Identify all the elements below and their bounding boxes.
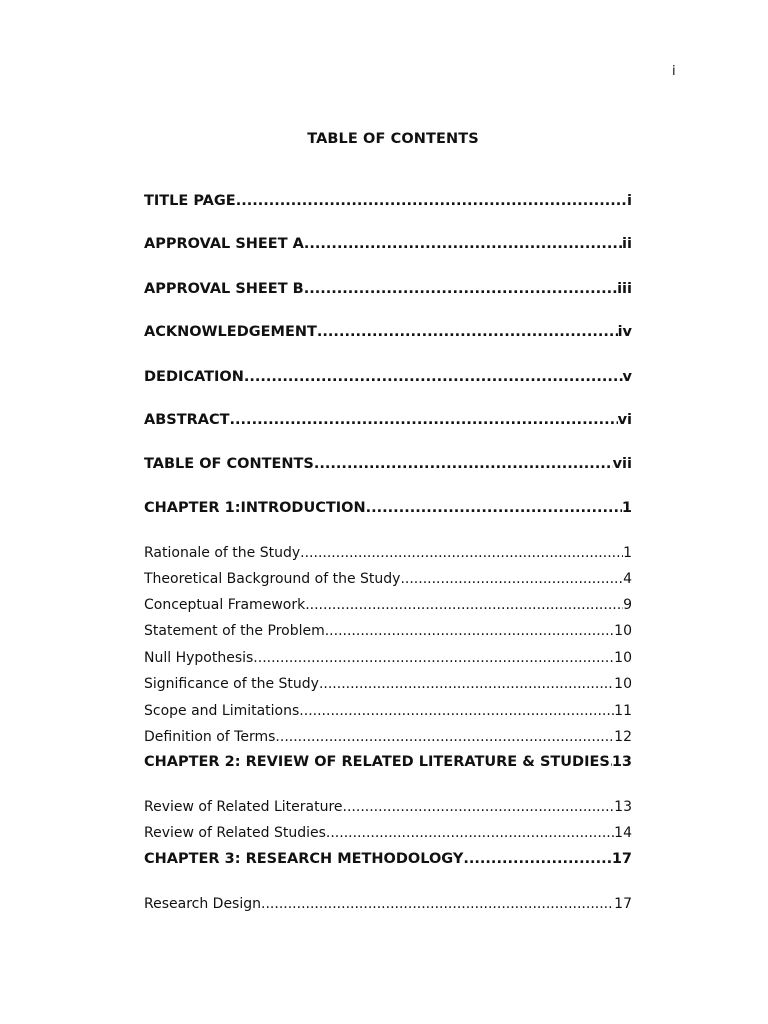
toc-entry-conceptual-framework [144, 595, 632, 615]
dot-leader [299, 701, 614, 721]
toc-entry-page: 17 [614, 896, 632, 912]
toc-entry-page: 10 [614, 650, 632, 666]
toc-entry-label: APPROVAL SHEET B [144, 281, 304, 297]
toc-entry-page: v [622, 369, 632, 385]
toc-entry-label: Conceptual Framework [144, 597, 306, 613]
toc-entry-rationale [144, 543, 632, 563]
toc-entry-approval-sheet-a [144, 234, 632, 254]
toc-entry-theoretical-background [144, 569, 632, 589]
dot-leader [304, 234, 622, 254]
toc-entry-label: CHAPTER 1:INTRODUCTION [144, 500, 366, 516]
toc-entry-label: CHAPTER 3: RESEARCH METHODOLOGY [144, 851, 464, 867]
toc-entry-acknowledgement [144, 322, 632, 342]
toc-entry-page: 11 [614, 703, 632, 719]
toc-entry-label: TITLE PAGE [144, 193, 236, 209]
toc-entry-page: 14 [614, 825, 632, 841]
toc-entry-abstract [144, 410, 632, 430]
toc-entry-page: 13 [614, 799, 632, 815]
toc-entry-label: ABSTRACT [144, 412, 230, 428]
toc-entry-label: Statement of the Problem [144, 623, 325, 639]
toc-entry-page: 4 [623, 571, 632, 587]
toc-entry-research-design [144, 894, 632, 914]
toc-entry-significance [144, 674, 632, 694]
toc-entry-label: Research Design [144, 896, 262, 912]
toc-entry-label: Theoretical Background of the Study [144, 571, 401, 587]
dot-leader [400, 569, 623, 589]
toc-entry-page: 1 [621, 500, 632, 516]
toc-entry-label: Review of Related Literature [144, 799, 343, 815]
dot-leader [326, 823, 614, 843]
toc-entry-page: 9 [623, 597, 632, 613]
toc-entry-chapter-1 [144, 498, 632, 518]
toc-entry-label: APPROVAL SHEET A [144, 236, 304, 252]
toc-entry-label: ACKNOWLEDGEMENT [144, 324, 317, 340]
toc-entry-null-hypothesis [144, 648, 632, 668]
toc-entry-label: Rationale of the Study [144, 545, 301, 561]
dot-leader [305, 595, 623, 615]
dot-leader [343, 797, 615, 817]
dot-leader [236, 191, 627, 211]
toc-entry-review-of-related-literature [144, 797, 632, 817]
toc-entry-page: iii [617, 281, 632, 297]
toc-entry-scope-and-limitations [144, 701, 632, 721]
dot-leader [317, 322, 618, 342]
toc-entry-label: Review of Related Studies [144, 825, 326, 841]
toc-entry-page: 1 [623, 545, 632, 561]
toc-entry-dedication [144, 367, 632, 387]
toc-entry-review-of-related-studies [144, 823, 632, 843]
dot-leader [304, 279, 617, 299]
dot-leader [275, 727, 614, 747]
toc-entry-chapter-3 [144, 849, 632, 869]
toc-entry-label: CHAPTER 2: REVIEW OF RELATED LITERATURE & STUDIES [144, 754, 610, 770]
toc-entry-label: Significance of the Study [144, 676, 319, 692]
toc-entry-page: 12 [614, 729, 632, 745]
dot-leader [314, 454, 613, 474]
toc-entry-statement-of-the-problem [144, 621, 632, 641]
toc-entry-page: i [627, 193, 632, 209]
toc-entry-page: vi [617, 412, 632, 428]
page-number: i [672, 64, 676, 79]
toc-entry-page: 13 [611, 754, 632, 770]
dot-leader [300, 543, 623, 563]
toc-entry-page: 10 [614, 623, 632, 639]
toc-entry-definition-of-terms [144, 727, 632, 747]
toc-entry-page: 17 [611, 851, 632, 867]
dot-leader [261, 894, 614, 914]
dot-leader [244, 367, 623, 387]
page-title: TABLE OF CONTENTS [307, 131, 479, 147]
dot-leader [253, 648, 614, 668]
dot-leader [463, 849, 611, 869]
toc-entry-chapter-2 [144, 752, 632, 772]
toc-entry-page: 10 [614, 676, 632, 692]
toc-entry-approval-sheet-b [144, 279, 632, 299]
dot-leader [319, 674, 614, 694]
dot-leader [325, 621, 614, 641]
dot-leader [230, 410, 618, 430]
toc-entry-title-page [144, 191, 632, 211]
dot-leader [366, 498, 622, 518]
toc-entry-page: iv [617, 324, 632, 340]
toc-entry-page: ii [622, 236, 632, 252]
toc-entry-label: Definition of Terms [144, 729, 276, 745]
toc-entry-label: Null Hypothesis [144, 650, 254, 666]
toc-entry-page: vii [612, 456, 632, 472]
toc-entry-table-of-contents [144, 454, 632, 474]
toc-entry-label: TABLE OF CONTENTS [144, 456, 314, 472]
toc-entry-label: DEDICATION [144, 369, 244, 385]
toc-entry-label: Scope and Limitations [144, 703, 300, 719]
